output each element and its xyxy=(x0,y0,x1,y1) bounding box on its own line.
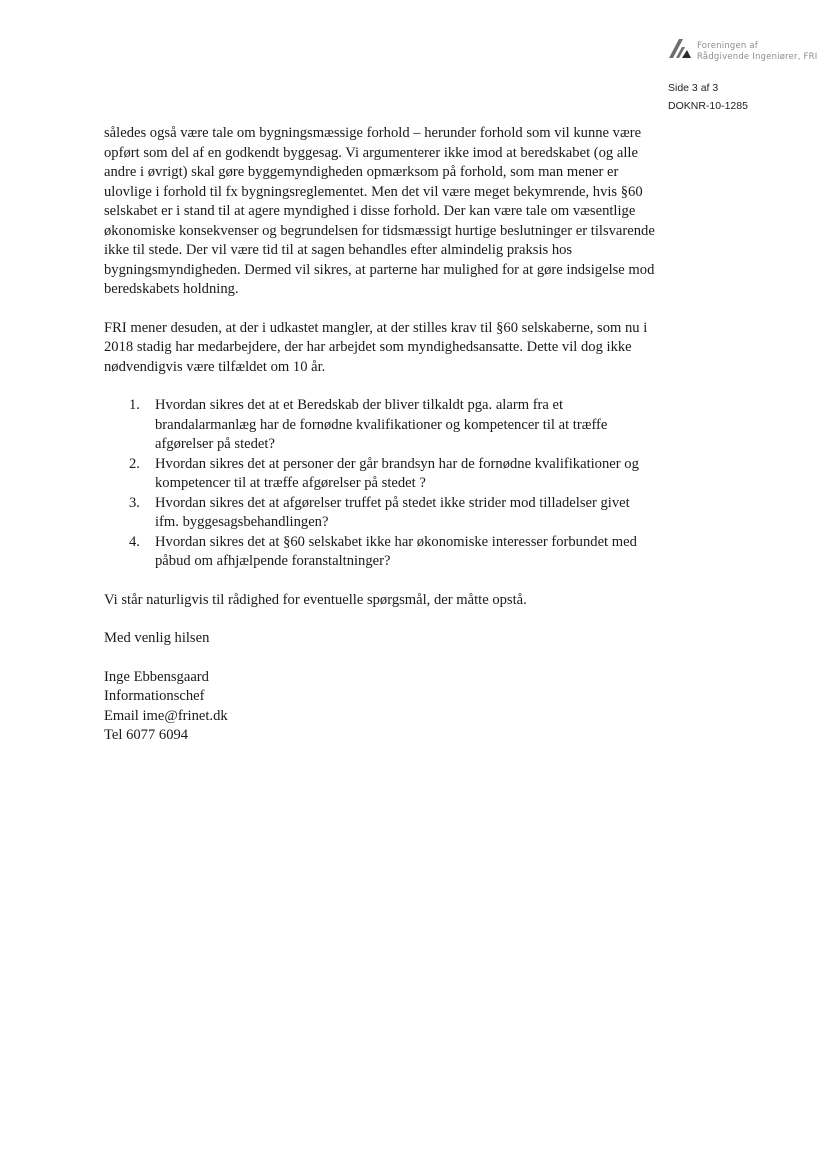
signer-name: Inge Ebbensgaard xyxy=(104,668,209,685)
question-text: Hvordan sikres det at personer der går brandsyn har de fornødne kvalifikationer og kompetencer til at træffe afgørelser på stedet ? xyxy=(155,455,639,491)
question-number: 4. xyxy=(129,533,140,550)
logo-text xyxy=(697,41,817,62)
fri-logo-mark-icon xyxy=(668,38,694,60)
question-item xyxy=(104,455,657,494)
document-meta xyxy=(668,79,748,115)
logo-text-line2: Rådgivende Ingeniører, FRI xyxy=(697,51,818,62)
question-text: Hvordan sikres det at §60 selskabet ikke har økonomiske interesser forbundet med påbud om afhjælpende foranstaltninger? xyxy=(155,533,637,569)
signer-email: Email ime@frinet.dk xyxy=(104,707,228,724)
page-label: Side 3 af 3 xyxy=(668,82,719,94)
question-number: 3. xyxy=(129,494,140,511)
question-item xyxy=(104,494,657,533)
question-list xyxy=(104,396,684,572)
closing-sentence: Vi står naturligvis til rådighed for eventuelle spørgsmål, der måtte opstå. xyxy=(104,591,527,608)
question-text: Hvordan sikres det at et Beredskab der bliver tilkaldt pga. alarm fra et brandalarmanlæg har de fornødne kvalifikationer og kompetencer til at træffe afgørelser på stedet? xyxy=(155,397,608,452)
signature-block xyxy=(104,668,684,746)
question-item xyxy=(104,396,657,455)
logo-text-line1: Foreningen af xyxy=(697,41,758,51)
question-number: 2. xyxy=(129,455,140,472)
question-item xyxy=(104,533,657,572)
paragraph-1: således også være tale om bygningsmæssige forhold – herunder forhold som vil kunne være opført som del af en godkendt byggesag. Vi argumenterer ikke imod at beredskabet (og alle andre i øvrigt) skal gøre byggemyndigheden opmærksom på forhold, som man mener er ulovlige i forhold til fx bygningsreglementet. Men det vil være meget bekymrende, hvis §60 selskabet er i stand til at agere myndighed i disse forhold. Der kan være tale om væsentlige økonomiske konsekvenser og begrundelsen for tidsmæssigt hurtige beslutninger er tilsvarende ikke til stede. Der vil være tid til at sagen behandles efter almindelig praksis hos bygningsmyndigheden. Dermed vil sikres, at parterne har mulighed for at gøre indsigelse mod beredskabets holdning. xyxy=(104,125,655,297)
fri-logo xyxy=(668,38,818,68)
signer-phone: Tel 6077 6094 xyxy=(104,727,189,743)
regards: Med venlig hilsen xyxy=(104,630,210,646)
document-number: DOKNR-10-1285 xyxy=(668,100,748,112)
signer-title: Informationschef xyxy=(104,688,205,704)
question-number: 1. xyxy=(129,397,140,413)
paragraph-2: FRI mener desuden, at der i udkastet mangler, at der stilles krav til §60 selskaberne, som nu i 2018 stadig har medarbejdere, der har arbejdet som myndighedsansatte. Dette vil dog ikke nødvendigvis være tilfældet om 10 år. xyxy=(104,319,648,375)
question-text: Hvordan sikres det at afgørelser truffet på stedet ikke strider mod tilladelser givet ifm. byggesagsbehandlingen? xyxy=(155,494,630,530)
letter-body xyxy=(104,124,684,746)
